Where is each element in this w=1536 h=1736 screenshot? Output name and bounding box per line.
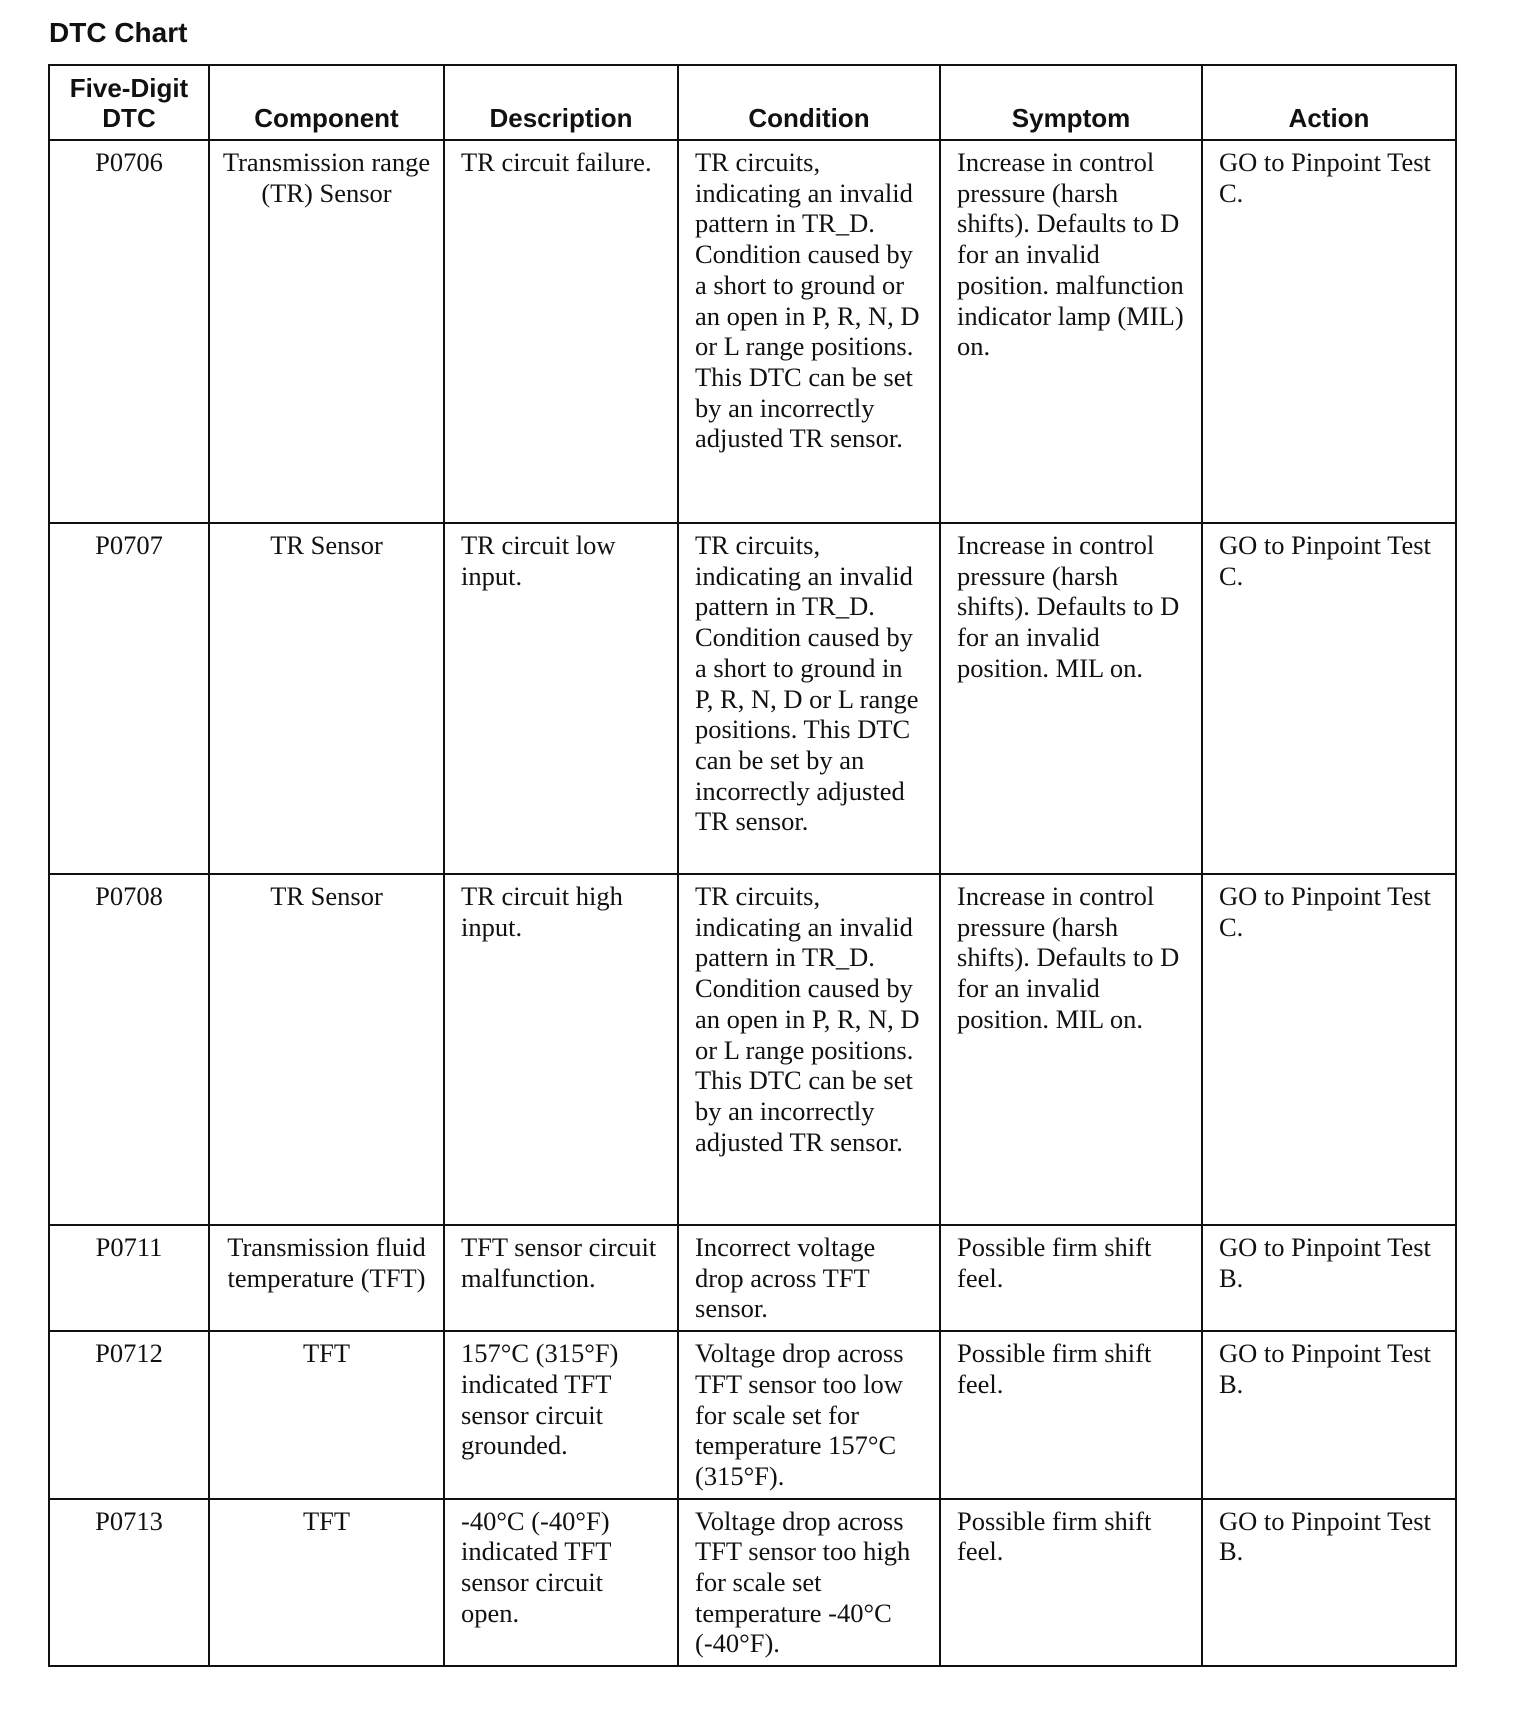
column-header-symptom: Symptom [940, 65, 1202, 140]
symptom-cell: Increase in control pressure (harsh shifts). Defaults to D for an invalid position. MIL on. [940, 874, 1202, 1225]
condition-cell: TR circuits, indicating an invalid pattern in TR_D. Condition caused by an open in P, R, N, D or L range positions. This DTC can be set by an incorrectly adjusted TR sensor. [678, 874, 940, 1225]
dtc-code-cell: P0712 [49, 1331, 209, 1499]
column-header-dtc: Five-Digit DTC [49, 65, 209, 140]
action-cell: GO to Pinpoint Test C. [1202, 874, 1456, 1225]
page-title: DTC Chart [49, 17, 188, 48]
table-row [49, 523, 1456, 874]
condition-cell: TR circuits, indicating an invalid pattern in TR_D. Condition caused by a short to ground in P, R, N, D or L range positions. This DTC can be set by an incorrectly adjusted TR sensor. [678, 523, 940, 874]
table-row [49, 140, 1456, 523]
table-row [49, 1225, 1456, 1331]
condition-cell: Voltage drop across TFT sensor too high for scale set temperature -40°C (-40°F). [678, 1499, 940, 1667]
dtc-code-cell: P0708 [49, 874, 209, 1225]
symptom-cell: Possible firm shift feel. [940, 1331, 1202, 1499]
dtc-code-cell: P0713 [49, 1499, 209, 1667]
description-cell: TR circuit high input. [444, 874, 678, 1225]
action-cell: GO to Pinpoint Test C. [1202, 523, 1456, 874]
condition-cell: TR circuits, indicating an invalid pattern in TR_D. Condition caused by a short to ground or an open in P, R, N, D or L range positions. This DTC can be set by an incorrectly adjusted TR sensor. [678, 140, 940, 523]
component-cell: Transmission range (TR) Sensor [209, 140, 444, 523]
description-cell: -40°C (-40°F) indicated TFT sensor circuit open. [444, 1499, 678, 1667]
dtc-code-cell: P0706 [49, 140, 209, 523]
description-cell: TFT sensor circuit malfunction. [444, 1225, 678, 1331]
symptom-cell: Increase in control pressure (harsh shifts). Defaults to D for an invalid position. malfunction indicator lamp (MIL) on. [940, 140, 1202, 523]
component-cell: TR Sensor [209, 874, 444, 1225]
dtc-code-cell: P0711 [49, 1225, 209, 1331]
description-cell: 157°C (315°F) indicated TFT sensor circuit grounded. [444, 1331, 678, 1499]
action-cell: GO to Pinpoint Test B. [1202, 1225, 1456, 1331]
dtc-table [48, 64, 1457, 1667]
column-header-action: Action [1202, 65, 1456, 140]
description-cell: TR circuit low input. [444, 523, 678, 874]
condition-cell: Incorrect voltage drop across TFT sensor. [678, 1225, 940, 1331]
dtc-code-cell: P0707 [49, 523, 209, 874]
description-cell: TR circuit failure. [444, 140, 678, 523]
action-cell: GO to Pinpoint Test B. [1202, 1331, 1456, 1499]
component-cell: TFT [209, 1499, 444, 1667]
symptom-cell: Increase in control pressure (harsh shifts). Defaults to D for an invalid position. MIL on. [940, 523, 1202, 874]
action-cell: GO to Pinpoint Test B. [1202, 1499, 1456, 1667]
table-header-row [49, 65, 1456, 140]
component-cell: TR Sensor [209, 523, 444, 874]
column-header-component: Component [209, 65, 444, 140]
symptom-cell: Possible firm shift feel. [940, 1499, 1202, 1667]
action-cell: GO to Pinpoint Test C. [1202, 140, 1456, 523]
column-header-description: Description [444, 65, 678, 140]
symptom-cell: Possible firm shift feel. [940, 1225, 1202, 1331]
column-header-condition: Condition [678, 65, 940, 140]
component-cell: TFT [209, 1331, 444, 1499]
condition-cell: Voltage drop across TFT sensor too low for scale set for temperature 157°C (315°F). [678, 1331, 940, 1499]
table-row [49, 1331, 1456, 1499]
table-row [49, 1499, 1456, 1667]
table-row [49, 874, 1456, 1225]
component-cell: Transmission fluid temperature (TFT) [209, 1225, 444, 1331]
